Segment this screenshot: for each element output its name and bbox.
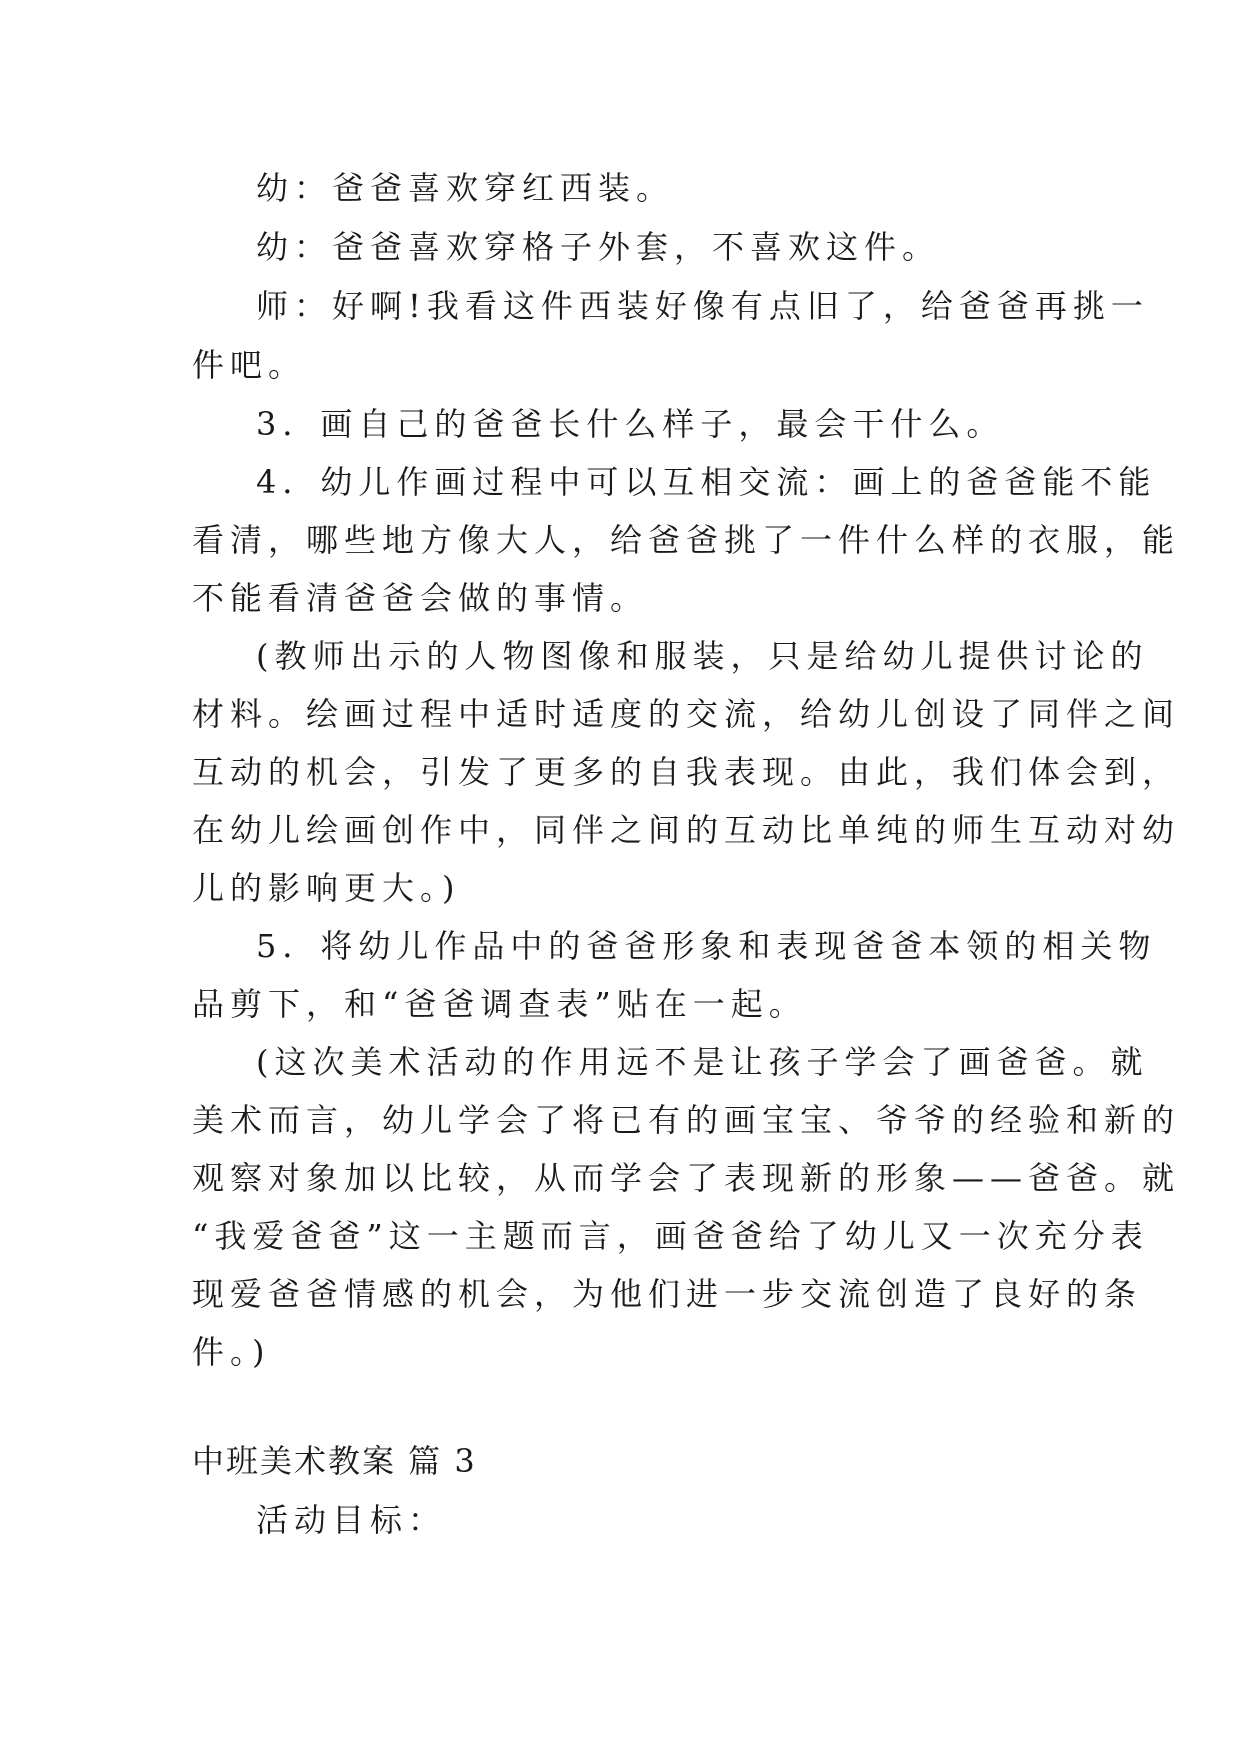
paragraph-line: “我爱爸爸”这一主题而言，画爸爸给了幼儿又一次充分表 (192, 1217, 1149, 1255)
paragraph-line: 件吧。 (192, 346, 307, 384)
paragraph-line: 幼：爸爸喜欢穿格子外套，不喜欢这件。 (256, 228, 941, 266)
paragraph-line: 儿的影响更大。) (192, 869, 461, 907)
paragraph-line: 师：好啊!我看这件西装好像有点旧了，给爸爸再挑一 (256, 287, 1149, 325)
paragraph-line: (教师出示的人物图像和服装，只是给幼儿提供讨论的 (256, 637, 1149, 675)
paragraph-line: 美术而言，幼儿学会了将已有的画宝宝、爷爷的经验和新的 (192, 1101, 1181, 1139)
paragraph-line: 件。) (192, 1333, 271, 1371)
paragraph-line: 3．画自己的爸爸长什么样子，最会干什么。 (256, 405, 1005, 443)
paragraph-line: 品剪下，和“爸爸调查表”贴在一起。 (192, 985, 807, 1023)
section-heading: 中班美术教案 篇 3 (192, 1442, 477, 1480)
paragraph-line: 观察对象加以比较，从而学会了表现新的形象——爸爸。就 (192, 1159, 1181, 1197)
paragraph-line: 在幼儿绘画创作中，同伴之间的互动比单纯的师生互动对幼 (192, 811, 1181, 849)
paragraph-line: 看清，哪些地方像大人，给爸爸挑了一件什么样的衣服，能 (192, 521, 1181, 559)
paragraph-line: 互动的机会，引发了更多的自我表现。由此，我们体会到， (192, 753, 1181, 791)
paragraph-line: 不能看清爸爸会做的事情。 (192, 579, 649, 617)
paragraph-line: 材料。绘画过程中适时适度的交流，给幼儿创设了同伴之间 (192, 695, 1181, 733)
paragraph-line: 4．幼儿作画过程中可以互相交流：画上的爸爸能不能 (256, 463, 1157, 501)
paragraph-line: 幼：爸爸喜欢穿红西装。 (256, 169, 675, 207)
subheading: 活动目标： (256, 1501, 447, 1539)
paragraph-line: 现爱爸爸情感的机会，为他们进一步交流创造了良好的条 (192, 1275, 1143, 1313)
paragraph-line: (这次美术活动的作用远不是让孩子学会了画爸爸。就 (256, 1043, 1149, 1081)
paragraph-line: 5．将幼儿作品中的爸爸形象和表现爸爸本领的相关物 (256, 927, 1157, 965)
